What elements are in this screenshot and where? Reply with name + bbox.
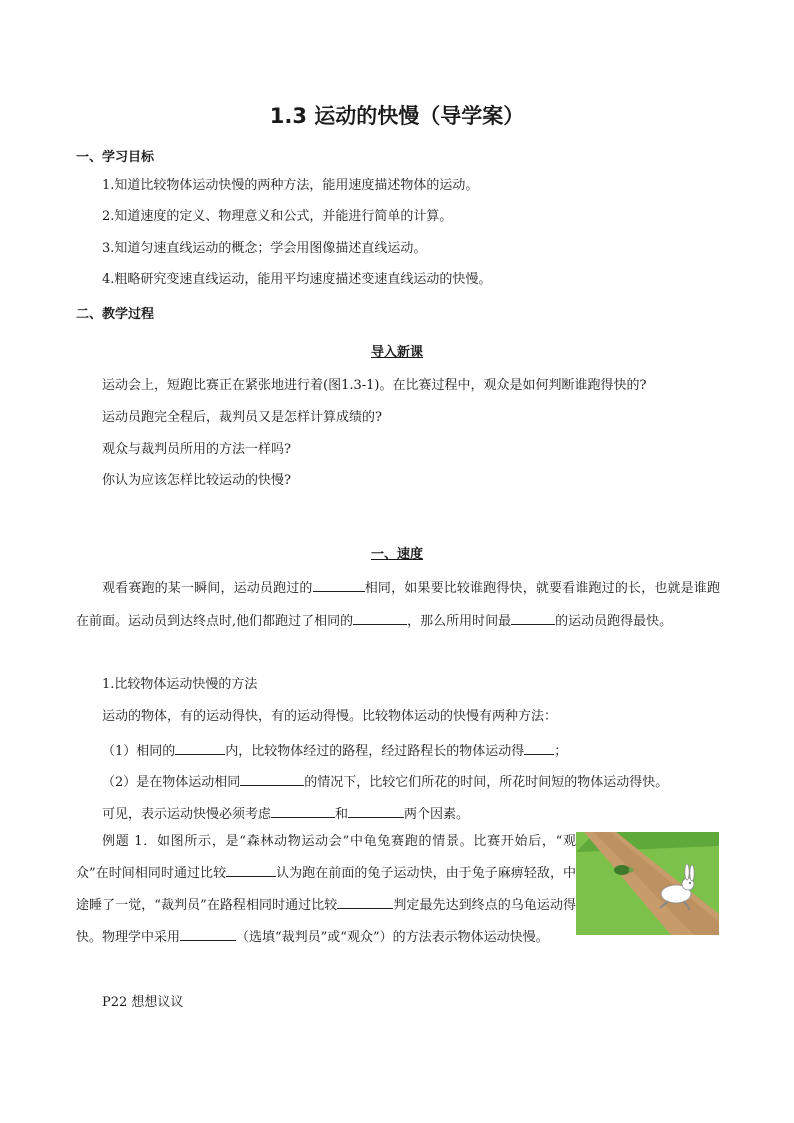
answer-blank[interactable] — [353, 610, 407, 625]
question-4: 你认为应该怎样比较运动的快慢? — [102, 473, 291, 488]
answer-blank[interactable] — [348, 803, 404, 818]
question-2: 运动员跑完全程后，裁判员又是怎样计算成绩的? — [102, 410, 382, 425]
answer-blank[interactable] — [313, 577, 365, 592]
conclusion-text-b: 和 — [335, 807, 349, 822]
goal-item-4: 4.粗略研究变速直线运动，能用平均速度描述变速直线运动的快慢。 — [102, 272, 492, 287]
example-text-d: （选填“裁判员”或“观众”）的方法表示物体运动快慢。 — [236, 930, 549, 945]
method-title: 1.比较物体运动快慢的方法 — [102, 677, 258, 692]
footer-note: P22 想想议议 — [102, 995, 184, 1010]
answer-blank[interactable] — [524, 740, 554, 755]
conclusion-text-a: 可见，表示运动快慢必须考虑 — [102, 807, 272, 822]
speed-paragraph — [76, 572, 720, 638]
goal-item-3: 3.知道匀速直线运动的概念；学会用图像描述直线运动。 — [102, 241, 427, 256]
answer-blank[interactable] — [175, 740, 225, 755]
answer-blank[interactable] — [240, 771, 304, 786]
speed-text-3: ，那么所用时间最 — [407, 614, 512, 629]
speed-heading: 一、速度 — [370, 547, 423, 562]
page-title: 1.3 运动的快慢（导学案） — [269, 104, 525, 128]
method1-text-b: 内，比较物体经过的路程，经过路程长的物体运动得 — [225, 744, 525, 759]
method2-text-b: 的情况下，比较它们所花的时间，所花时间短的物体运动得快。 — [304, 775, 669, 790]
method-2 — [102, 771, 668, 792]
answer-blank[interactable] — [337, 894, 393, 909]
goal-item-2: 2.知道速度的定义、物理意义和公式，并能进行简单的计算。 — [102, 209, 453, 224]
answer-blank[interactable] — [226, 862, 276, 877]
question-3: 观众与裁判员所用的方法一样吗? — [102, 442, 291, 457]
example-1 — [76, 826, 576, 954]
example-text-c: 判定最先达到终点的乌龟运动得快。物理学中采用 — [76, 898, 576, 945]
answer-blank[interactable] — [271, 803, 335, 818]
speed-text-4: 的运动员跑得最快。 — [555, 614, 673, 629]
example-text-b: 认为跑在前面的兔子运动快，由于兔子麻痹轻敌，中途睡了一觉，“裁判员”在路程相同时通过比较 — [76, 866, 576, 913]
speed-text-2: 相同，如果要比较谁跑得快，就要看谁跑过的长，也就是谁跑在前面。运动员到达终点时,他们都跑过了相同的 — [76, 581, 720, 629]
method-1 — [102, 740, 567, 761]
conclusion-text-c: 两个因素。 — [404, 807, 470, 822]
method-intro: 运动的物体，有的运动得快，有的运动得慢。比较物体运动的快慢有两种方法： — [102, 709, 558, 724]
intro-heading: 导入新课 — [370, 345, 423, 360]
method2-text-a: （2）是在物体运动相同 — [102, 775, 241, 790]
section-heading-process: 二、教学过程 — [76, 307, 155, 322]
example-text-a: 例题 1．如图所示，是“森林动物运动会”中龟兔赛跑的情景。比赛开始后，“观众”在时间相同时通过比较 — [76, 834, 576, 881]
question-1: 运动会上，短跑比赛正在紧张地进行着(图1.3-1)。在比赛过程中，观众是如何判断谁跑得快的? — [102, 378, 647, 393]
answer-blank[interactable] — [511, 610, 555, 625]
method1-text-c: ； — [554, 744, 568, 759]
answer-blank[interactable] — [180, 926, 236, 941]
goal-item-1: 1.知道比较物体运动快慢的两种方法，能用速度描述物体的运动。 — [102, 178, 479, 193]
section-heading-goals: 一、学习目标 — [76, 150, 155, 165]
conclusion — [102, 803, 469, 824]
tortoise-hare-race-illustration — [576, 832, 719, 935]
speed-text-1: 观看赛跑的某一瞬间，运动员跑过的 — [102, 581, 313, 596]
method1-text-a: （1）相同的 — [102, 744, 176, 759]
